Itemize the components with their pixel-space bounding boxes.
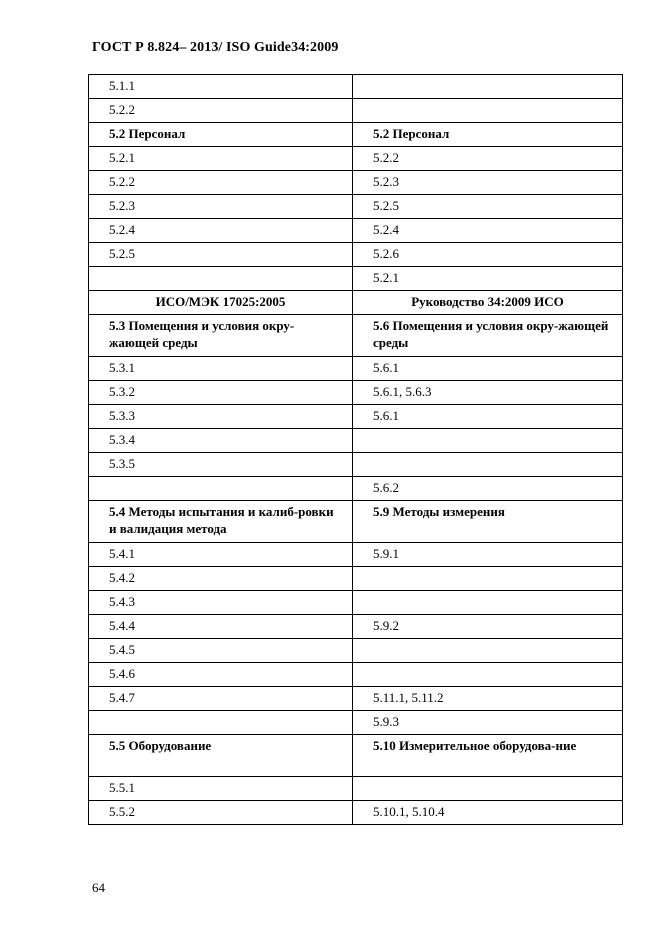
guide-34-cell: 5.10.1, 5.10.4 (353, 801, 623, 825)
guide-34-cell: 5.6.1 (353, 357, 623, 381)
iso-17025-cell: 5.2 Персонал (89, 123, 353, 147)
table-row (89, 195, 623, 219)
guide-34-cell: 5.9 Методы измерения (353, 501, 623, 543)
table-row (89, 315, 623, 357)
guide-34-cell: 5.2.4 (353, 219, 623, 243)
iso-17025-cell (89, 477, 353, 501)
table-row (89, 243, 623, 267)
document-header: ГОСТ Р 8.824– 2013/ ISO Guide34:2009 (92, 40, 339, 55)
guide-34-cell (353, 591, 623, 615)
table-row (89, 453, 623, 477)
guide-34-cell: 5.9.1 (353, 543, 623, 567)
guide-34-cell: 5.2.3 (353, 171, 623, 195)
iso-17025-cell: 5.4.7 (89, 687, 353, 711)
guide-34-cell: 5.6.1, 5.6.3 (353, 381, 623, 405)
iso-17025-cell: 5.5.2 (89, 801, 353, 825)
iso-17025-cell: 5.4.5 (89, 639, 353, 663)
table-row (89, 99, 623, 123)
table-row (89, 663, 623, 687)
guide-34-cell (353, 777, 623, 801)
iso-17025-cell: ИСО/МЭК 17025:2005 (89, 291, 353, 315)
guide-34-cell (353, 453, 623, 477)
table-body (89, 75, 623, 825)
iso-17025-cell: 5.5.1 (89, 777, 353, 801)
guide-34-cell: 5.2.6 (353, 243, 623, 267)
iso-17025-cell: 5.3.3 (89, 405, 353, 429)
iso-17025-cell: 5.2.3 (89, 195, 353, 219)
table-row (89, 567, 623, 591)
guide-34-cell: Руководство 34:2009 ИСО (353, 291, 623, 315)
table-row (89, 543, 623, 567)
iso-17025-cell: 5.2.5 (89, 243, 353, 267)
table-row (89, 501, 623, 543)
table-row (89, 735, 623, 777)
table-row (89, 405, 623, 429)
guide-34-cell: 5.2.1 (353, 267, 623, 291)
table-row (89, 357, 623, 381)
guide-34-cell: 5.6.1 (353, 405, 623, 429)
iso-17025-cell: 5.3 Помещения и условия окру-жающей среды (89, 315, 353, 357)
guide-34-cell: 5.10 Измерительное оборудова-ние (353, 735, 623, 777)
guide-34-cell: 5.2.5 (353, 195, 623, 219)
table-row (89, 381, 623, 405)
iso-17025-cell: 5.2.2 (89, 171, 353, 195)
table-row (89, 801, 623, 825)
iso-17025-cell: 5.2.4 (89, 219, 353, 243)
iso-17025-cell: 5.2.2 (89, 99, 353, 123)
table-row (89, 171, 623, 195)
page-number: 64 (92, 880, 105, 895)
table-row (89, 477, 623, 501)
guide-34-cell: 5.11.1, 5.11.2 (353, 687, 623, 711)
guide-34-cell: 5.2 Персонал (353, 123, 623, 147)
guide-34-cell: 5.9.3 (353, 711, 623, 735)
guide-34-cell (353, 639, 623, 663)
iso-17025-cell: 5.5 Оборудование (89, 735, 353, 777)
iso-17025-cell (89, 711, 353, 735)
iso-17025-cell: 5.4 Методы испытания и калиб-ровки и валидация метода (89, 501, 353, 543)
guide-34-cell (353, 663, 623, 687)
table-row (89, 147, 623, 171)
table-row (89, 75, 623, 99)
correspondence-table (88, 74, 623, 825)
table-row (89, 123, 623, 147)
table-row (89, 291, 623, 315)
table-row (89, 219, 623, 243)
guide-34-cell: 5.9.2 (353, 615, 623, 639)
guide-34-cell: 5.6 Помещения и условия окру-жающей среды (353, 315, 623, 357)
iso-17025-cell: 5.4.2 (89, 567, 353, 591)
table-row (89, 591, 623, 615)
table-row (89, 639, 623, 663)
guide-34-cell (353, 99, 623, 123)
table-row (89, 711, 623, 735)
iso-17025-cell: 5.3.5 (89, 453, 353, 477)
guide-34-cell: 5.2.2 (353, 147, 623, 171)
table-row (89, 777, 623, 801)
iso-17025-cell: 5.3.4 (89, 429, 353, 453)
iso-17025-cell: 5.1.1 (89, 75, 353, 99)
iso-17025-cell: 5.3.1 (89, 357, 353, 381)
table-row (89, 267, 623, 291)
iso-17025-cell: 5.4.6 (89, 663, 353, 687)
table-row (89, 429, 623, 453)
iso-17025-cell: 5.2.1 (89, 147, 353, 171)
guide-34-cell (353, 75, 623, 99)
guide-34-cell (353, 567, 623, 591)
iso-17025-cell: 5.3.2 (89, 381, 353, 405)
iso-17025-cell: 5.4.3 (89, 591, 353, 615)
iso-17025-cell: 5.4.1 (89, 543, 353, 567)
guide-34-cell: 5.6.2 (353, 477, 623, 501)
table-row (89, 615, 623, 639)
table-row (89, 687, 623, 711)
iso-17025-cell (89, 267, 353, 291)
iso-17025-cell: 5.4.4 (89, 615, 353, 639)
guide-34-cell (353, 429, 623, 453)
